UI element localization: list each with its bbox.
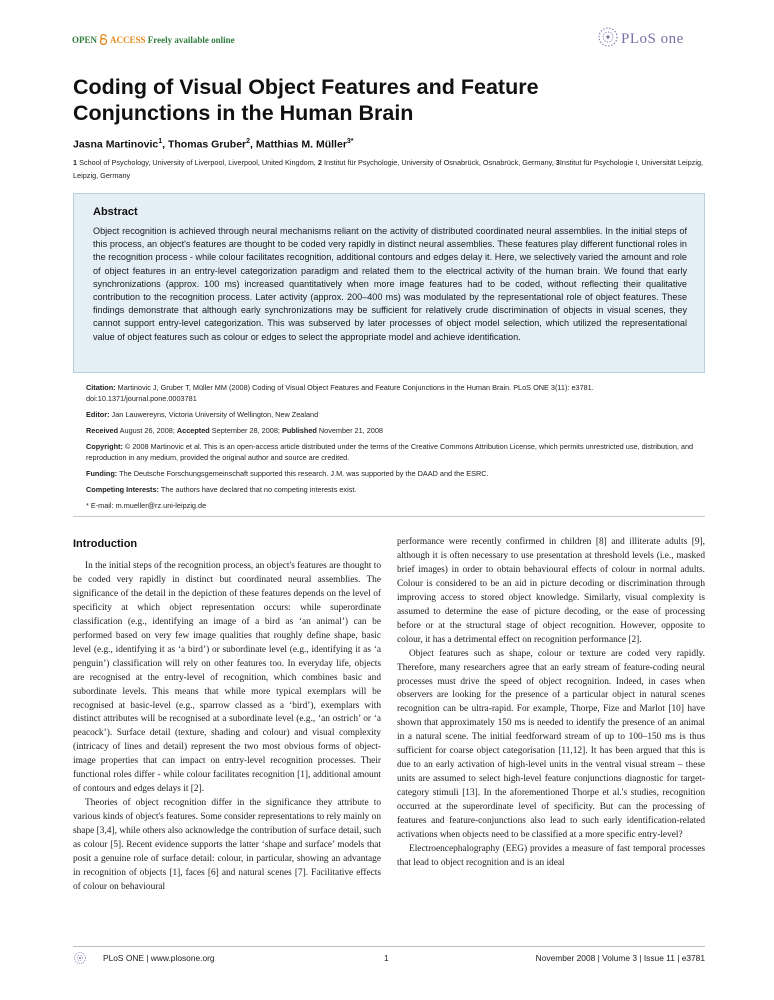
author-name: Matthias M. Müller <box>255 138 347 151</box>
affiliation-num: 3 <box>555 158 560 167</box>
copyright-line <box>86 441 698 463</box>
copyright-text: © 2008 Martinovic et al. This is an open-access article distributed under the terms of the Creative Commons Attribution License, which permits unrestricted use, distribution, and reproduction in any medium, provided the original author and source are credited. <box>86 442 694 462</box>
body-column-left <box>73 560 381 895</box>
open-label: OPEN <box>72 35 98 45</box>
open-access-banner <box>72 34 235 45</box>
abstract-heading: Abstract <box>93 206 138 218</box>
author-list <box>73 138 354 151</box>
author-mark: 3* <box>346 138 354 145</box>
abstract-box <box>73 193 705 373</box>
funding-text: The Deutsche Forschungsgemeinschaft supported this research. J.M. was supported by the DAAD and the ESRC. <box>119 469 489 478</box>
page-number: 1 <box>384 953 389 963</box>
metadata-divider <box>73 516 705 517</box>
abstract-text: Object recognition is achieved through neural mechanisms reliant on the activity of distributed coordinated neural assemblies. In the initial steps of this process, an object's features are thought to be coded very rapidly in distinct neural assemblies. These features play different functional roles in the recognition process - while colour facilitates recognition, additional contours and edges delay it. Here, we selectively varied the amount and role of object features in an entry-level categorization paradigm and related them to the electrical activity of the human brain. We found that early synchronizations (approx. 100 ms) increased quantitatively when more image features had to be coded, without reflecting their qualitative contribution to the recognition process. Later activity (approx. 200–400 ms) was modulated by the representational role of object features. These findings demonstrate that although early synchronizations may be sufficient for relatively crude discrimination of objects in visual scenes, they cannot support entry-level categorization. This was subserved by later processes of object model selection, which utilized the representational value of object features such as colour or edges to select the appropriate model and achieve identification. <box>93 226 687 342</box>
accepted-date: September 28, 2008; <box>211 426 280 435</box>
citation-line <box>86 382 698 404</box>
citation-text[interactable]: Martinovic J, Gruber T, Müller MM (2008) Coding of Visual Object Features and Feature Conjunctions in the Human Brain. PLoS ONE 3(11): e3781. doi:10.1371/journal.pone.0003781 <box>86 383 594 403</box>
footer-divider <box>73 946 705 947</box>
affiliation-text: School of Psychology, University of Liverpool, Liverpool, United Kingdom, <box>79 158 318 167</box>
author-name: Jasna Martinovic <box>73 138 159 151</box>
plos-one-logo[interactable] <box>597 24 707 52</box>
received-label: Received <box>86 426 119 435</box>
email-line[interactable]: * E-mail: m.mueller@rz.uni-leipzig.de <box>86 501 207 510</box>
body-paragraph: In the initial steps of the recognition process, an object's features are thought to be coded very rapidly in distinct but coordinated neural assemblies. The significance of the detail in the depiction of these features depends on the level of specificity at which object representation occurs: while superordinate classification (e.g., identifying an image of a bird as ‘an animal’) can be performed based on very few image qualities that roughly define shape, basic level (e.g., identifying it as ‘a bird’) or subordinate level (e.g., identifying it as ‘a penguin’) classification will rely on other features too. In everyday life, objects are recognised at the entry-level of recognition, which combines basic and subordinate levels. This means that while more typical exemplars will be recognised at basic-level (e.g., sparrow classed as a ‘bird’), exemplars with distinct attributes will be recognised at a subordinate level (e.g., ‘an ostrich’ or ‘a peacock’). Surface detail (texture, shading and colour) and visual complexity (intricacy of lines and detail) represent the two most obvious forms of object-image properties that can impact on entry-level recognition processes. Their functional roles differ - while colour facilitates recognition [1], additional amount of contours and edges delays it [2]. <box>73 561 381 795</box>
plos-one-logo-icon <box>597 24 619 50</box>
editor-label: Editor: <box>86 410 110 419</box>
body-paragraph: Theories of object recognition differ in the significance they attribute to various kinds of object's features. Some consider representations to rely mainly on shape [3,4], while others also acknowledge the contribution of surface detail, such as colour [5]. Recent evidence supports the latter ‘shape and surface’ models that posit a genuine role of surface detail: colour, in particular, showing an advantage in recognition of objects [1], faces [6] and natural scenes [7]. Facilitative effects of colour on behavioural <box>73 798 381 892</box>
plos-one-footer-logo-icon <box>73 951 97 965</box>
freely-available-label: Freely available online <box>147 35 235 45</box>
copyright-label: Copyright: <box>86 442 123 451</box>
affiliation-text: Institut für Psychologie I, Universität Leipzig, Leipzig, Germany <box>73 158 704 180</box>
author-sep: , <box>250 138 256 151</box>
body-paragraph: Object features such as shape, colour or texture are coded very rapidly. Therefore, many researchers agree that an early stream of feature-coding neural processes must drive the speed of object recognition. Indeed, in cases when observers are looking for the presence of a particular object in natural scenes recognition can be ultra-rapid. For example, Thorpe, Fize and Marlot [10] have shown that approximately 150 ms is needed to identify the presence of an animal in a natural scene. The initial feedforward stream of up to 100–150 ms is thus sufficient for coarse object categorisation [11,12]. It has been argued that this is due to an early activation of high-level units in the ventral visual stream – these units are assumed to select high-level feature conjunctions diagnostic for target-category stimuli [13]. In the aforementioned Thorpe et al.'s studies, recognition occurred at the superordinate level of specificity. But can the processing of features and feature-conjunctions also lead to such early identification-related activations when objects need to be classified at a more specific entry-level? <box>397 648 705 841</box>
funding-line <box>86 468 698 479</box>
published-label: Published <box>281 426 317 435</box>
page-footer <box>73 951 705 965</box>
body-column-right <box>397 536 705 871</box>
paper-title: Coding of Visual Object Features and Feature Conjunctions in the Human Brain <box>73 75 539 125</box>
affiliations <box>73 156 705 182</box>
funding-label: Funding: <box>86 469 118 478</box>
footer-journal-link[interactable]: PLoS ONE | www.plosone.org <box>103 953 215 963</box>
editor-text: Jan Lauwereyns, Victoria University of Wellington, New Zealand <box>111 410 319 419</box>
author-sep: , <box>162 138 168 151</box>
body-paragraph: performance were recently confirmed in children [8] and illiterate adults [9], although it is often necessary to use presentation at threshold levels (i.e., masked brief images) in order to obtain behavioural effects of colour in normal adults. Colour is considered to be an aid in picture decoding or discrimination through improving access to stored object knowledge. Similarly, visual complexity is assumed to determine the ease of picture decoding, or the ease of processing before or at the structural stage of object recognition. However, opposite to colour, it has a detrimental effect on recognition performance [2]. <box>397 537 705 645</box>
citation-label: Citation: <box>86 383 116 392</box>
accepted-label: Accepted <box>176 426 210 435</box>
competing-label: Competing Interests: <box>86 485 159 494</box>
affiliation-num: 2 <box>317 158 322 167</box>
author-mark: 2 <box>246 138 251 145</box>
body-paragraph: Electroencephalography (EEG) provides a measure of fast temporal processes that lead to object recognition and is an ideal <box>397 843 705 868</box>
author-name: Thomas Gruber <box>167 138 247 151</box>
dates-line <box>86 425 698 436</box>
competing-text: The authors have declared that no competing interests exist. <box>160 485 357 494</box>
competing-line <box>86 484 698 495</box>
plos-one-wordmark: PLoS one <box>621 31 684 47</box>
received-date: August 26, 2008; <box>119 426 175 435</box>
footer-issue-info: November 2008 | Volume 3 | Issue 11 | e3781 <box>535 953 705 963</box>
editor-line <box>86 409 698 420</box>
affiliation-num: 1 <box>73 158 78 167</box>
affiliation-text: Institut für Psychologie, University of Osnabrück, Osnabrück, Germany, <box>323 158 556 167</box>
author-mark: 1 <box>158 138 163 145</box>
article-metadata <box>86 382 698 516</box>
open-access-lock-icon <box>99 34 108 45</box>
published-date: November 21, 2008 <box>318 426 383 435</box>
introduction-heading: Introduction <box>73 538 138 550</box>
access-label: ACCESS <box>110 35 146 45</box>
